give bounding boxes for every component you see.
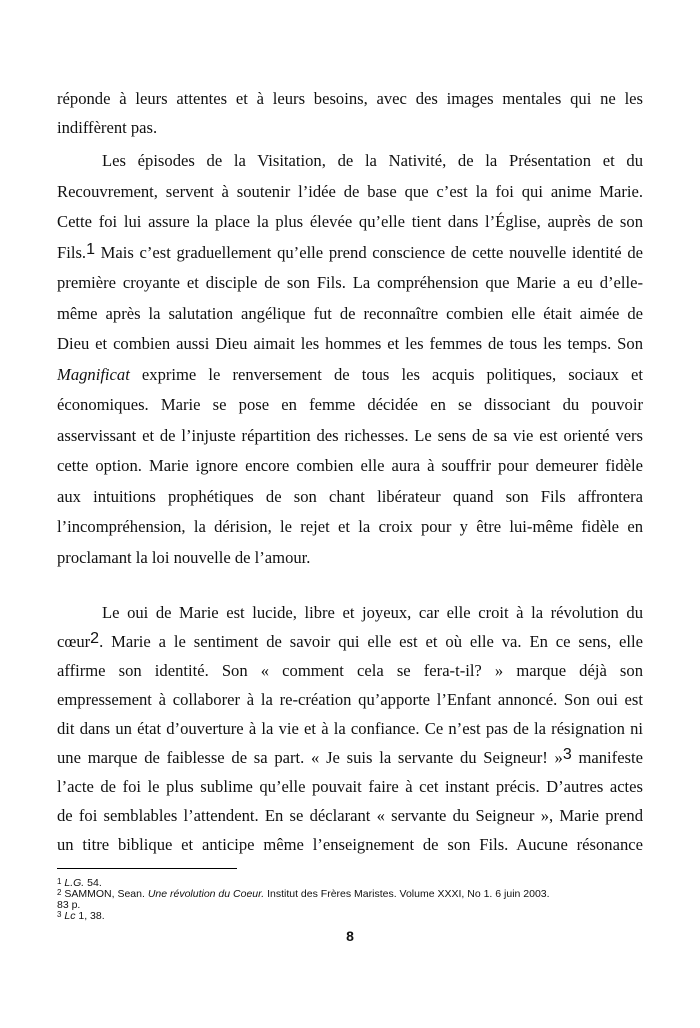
text-line bbox=[57, 743, 643, 772]
text-line bbox=[57, 238, 643, 269]
text-line bbox=[57, 830, 643, 859]
text-line bbox=[57, 598, 643, 627]
text-run: dit dans un état d’ouverture à la vie et à la confiance. Ce n’est pas de la résignation ni bbox=[57, 719, 643, 738]
text-run: réponde à leurs attentes et à leurs besoins, avec des images mentales qui ne les bbox=[57, 89, 643, 108]
footnotes bbox=[57, 878, 657, 922]
text-line bbox=[57, 360, 643, 391]
footnote-ref: 1 bbox=[57, 877, 62, 886]
text-run: aux intuitions prophétiques de son chant libérateur quand son Fils affrontera bbox=[57, 486, 643, 506]
text-run: 83 p. bbox=[57, 899, 81, 911]
text-line bbox=[57, 113, 643, 142]
text-line bbox=[57, 482, 643, 513]
body-text bbox=[57, 84, 643, 859]
text-run: Cette foi lui assure la place la plus élevée qu’elle tient dans l’Église, auprès de son bbox=[57, 212, 643, 231]
text-run: un titre biblique et anticipe même l’enseignement de son Fils. Aucune résonance bbox=[57, 835, 643, 854]
paragraph bbox=[57, 598, 643, 859]
text-run: Dieu et combien aussi Dieu aimait les hommes et les femmes de tous les temps. Son bbox=[57, 334, 643, 353]
italic-text: L.G. bbox=[64, 877, 85, 889]
text-run: proclamant la loi nouvelle de l’amour. bbox=[57, 547, 311, 567]
footnote-line bbox=[57, 911, 657, 922]
text-run: 1, 38. bbox=[75, 910, 105, 922]
italic-text: Magnificat bbox=[57, 364, 130, 384]
paragraph bbox=[57, 84, 643, 142]
footnote-ref: 1 bbox=[86, 240, 95, 258]
text-run: indiffèrent pas. bbox=[57, 118, 158, 137]
text-line bbox=[57, 390, 643, 421]
text-line bbox=[57, 543, 643, 574]
footnote-line bbox=[57, 889, 657, 900]
text-line bbox=[57, 451, 643, 482]
text-run: l’acte de foi le plus sublime qu’elle pouvait faire à cet instant précis. D’autres actes bbox=[57, 777, 643, 796]
footnote-ref: 3 bbox=[562, 746, 572, 763]
text-line bbox=[57, 268, 643, 299]
text-line bbox=[57, 299, 643, 330]
footnote-separator bbox=[57, 868, 237, 869]
page-number: 8 bbox=[346, 928, 354, 944]
text-run: exprime le renversement de tous les acquis politiques, sociaux et bbox=[129, 364, 643, 384]
text-run: Recouvrement, servent à soutenir l’idée de base que c’est la foi qui anime Marie. bbox=[57, 181, 643, 201]
paragraph bbox=[57, 146, 643, 573]
text-line bbox=[57, 801, 643, 830]
footnote-ref: 2 bbox=[57, 888, 62, 897]
text-run: une marque de faiblesse de sa part. « Je suis la servante du Seigneur! » bbox=[57, 748, 563, 767]
text-run: Les épisodes de la Visitation, de la Nativité, de la Présentation et du bbox=[102, 151, 643, 170]
text-run: Mais c’est graduellement qu’elle prend conscience de cette nouvelle identité de bbox=[94, 242, 643, 262]
text-line bbox=[57, 329, 643, 360]
text-run: manifeste bbox=[571, 748, 643, 767]
text-run: l’incompréhension, la dérision, le rejet et la croix pour y être lui-même fidèle en bbox=[57, 517, 643, 536]
text-run: première croyante et disciple de son Fils. La compréhension que Marie a eu d’elle- bbox=[57, 273, 643, 292]
text-run: Institut des Frères Maristes. Volume XXXI, No 1. 6 juin 2003. bbox=[264, 888, 550, 900]
text-run: empressement à collaborer à la re-création qu’apporte l’Enfant annoncé. Son oui est bbox=[57, 690, 643, 709]
text-line bbox=[57, 207, 643, 238]
text-run: SAMMON, Sean. bbox=[61, 888, 148, 900]
italic-text: Lc bbox=[64, 910, 76, 922]
italic-text: Une révolution du Coeur. bbox=[147, 888, 265, 900]
footnote-ref: 3 bbox=[57, 910, 62, 919]
text-run: Le oui de Marie est lucide, libre et joyeux, car elle croit à la révolution du bbox=[102, 603, 643, 622]
text-run: économiques. Marie se pose en femme décidée en se dissociant du pouvoir bbox=[57, 395, 643, 414]
footnote-ref: 2 bbox=[90, 630, 100, 647]
text-run: asservissant et de l’injuste répartition des richesses. Le sens de sa vie est orienté vers bbox=[57, 425, 643, 445]
text-line bbox=[57, 685, 643, 714]
text-run: affirme son identité. Son « comment cela se fera-t-il? » marque déjà son bbox=[57, 661, 643, 680]
text-line bbox=[57, 512, 643, 543]
text-run: . Marie a le sentiment de savoir qui elle est et où elle va. En ce sens, elle bbox=[99, 632, 643, 651]
text-line bbox=[57, 656, 643, 685]
text-run: même après la salutation angélique fut de reconnaître combien elle était aimée de bbox=[57, 303, 643, 323]
text-run: cette option. Marie ignore encore combien elle aura à souffrir pour demeurer fidèle bbox=[57, 456, 643, 475]
text-line bbox=[57, 627, 643, 656]
text-run: 54. bbox=[84, 877, 102, 889]
text-line bbox=[57, 146, 643, 177]
text-line bbox=[57, 177, 643, 208]
text-line bbox=[57, 84, 643, 113]
text-run: de foi semblables l’attendent. En se déclarant « servante du Seigneur », Marie prend bbox=[57, 806, 643, 825]
text-run: Fils. bbox=[57, 242, 87, 262]
text-line bbox=[57, 772, 643, 801]
text-run: cœur bbox=[57, 632, 91, 651]
text-line bbox=[57, 421, 643, 452]
text-line bbox=[57, 714, 643, 743]
footnote-line bbox=[57, 900, 657, 911]
